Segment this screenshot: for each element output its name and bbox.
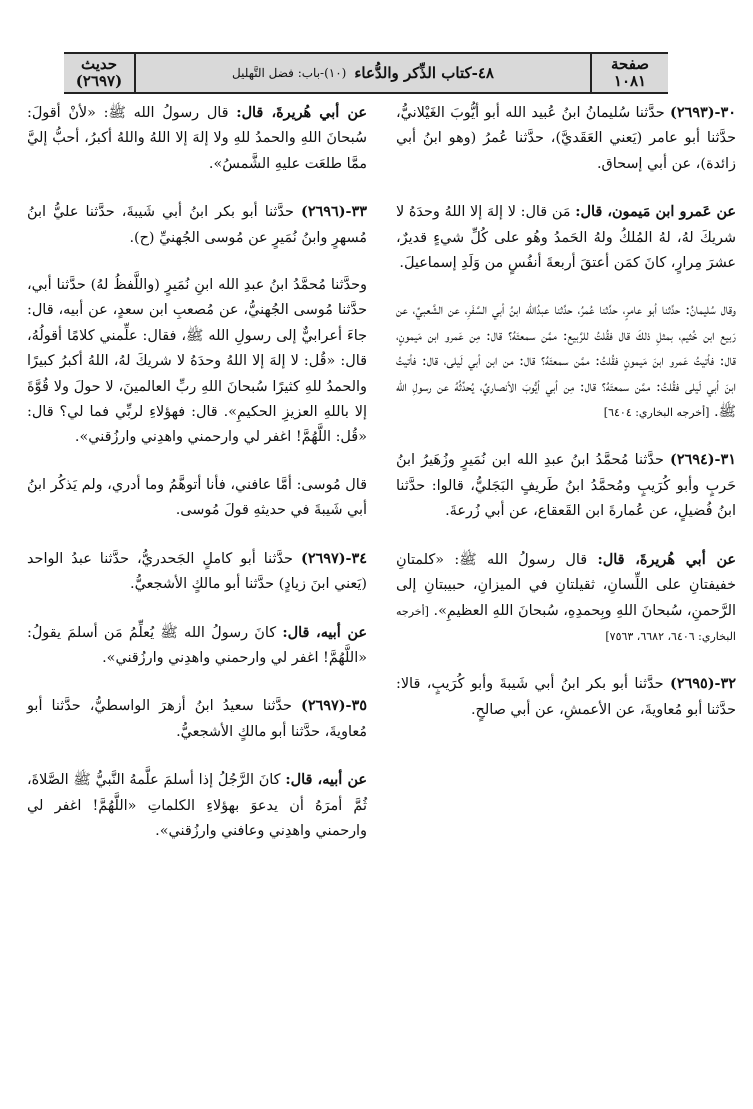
hadith-paragraph xyxy=(27,546,367,598)
paragraph-text: حدَّثنا سُليمانُ ابنُ عُبيد الله أبو أيُّوبَ الغَيْلانيُّ، حدَّثنا أبو عامر (يَعني العَقَديَّ)، حدَّثنا عُمرُ (وهو ابنُ أبي زائدة)، عن أبي إسحاق. xyxy=(396,105,736,172)
hadith-index: ٣٠-(٢٦٩٣) xyxy=(670,104,737,121)
hadith-paragraph xyxy=(27,620,367,672)
narrator-lead: عن أبيه، قال: xyxy=(282,623,367,641)
narrator-lead: عن عَمرو ابن مَيمون، قال: xyxy=(575,203,736,221)
left-column xyxy=(27,100,367,866)
paragraph-text: حدَّثنا أبو بكر ابنُ أبي شَيبةَ، حدَّثنا عليُّ ابنُ مُسهرٍ وابنُ نُمَيرٍ عن مُوسى الجُهنيِّ (ح). xyxy=(27,204,367,246)
running-title xyxy=(138,54,588,92)
paragraph-text: حدَّثنا أبو كاملٍ الجَحدريُّ، حدَّثنا عبدُ الواحد (يَعني ابنَ زيادٍ) حدَّثنا أبو مالكٍ الأشجعيُّ. xyxy=(27,550,367,593)
hadith-paragraph xyxy=(27,767,367,844)
paragraph-text: مَن قال: لا إلهَ إلا اللهُ وحدَهُ لا شريكَ لهُ، لهُ المُلكُ ولهُ الحَمدُ وهُو على كُلِّ شيءٍ قديرٌ، عشرَ مِرارٍ، كانَ كمَن أعتقَ أربعةَ أنفُسٍ من وَلَدِ إسماعيلَ. xyxy=(396,204,736,272)
page-number-box xyxy=(590,54,668,92)
hadith-index: ٣٥-(٢٦٩٧) xyxy=(301,697,367,715)
hadith-paragraph xyxy=(396,447,736,524)
chapter-title: (١٠)-باب: فضل التَّهليل xyxy=(232,66,347,80)
narrator-lead: عن أبيه، قال: xyxy=(285,771,367,789)
reference-note: [أخرجه البخاري: ٦٤٠٤] xyxy=(603,406,710,420)
hadith-paragraph xyxy=(396,671,736,723)
hadith-index: ٣٢-(٢٦٩٥) xyxy=(670,675,736,693)
hadith-index: ٣٤-(٢٦٩٧) xyxy=(301,549,368,567)
hadith-number-box xyxy=(64,54,136,92)
paragraph-text: وحدَّثنا مُحمَّدُ ابنُ عبدِ الله ابنِ نُمَيرٍ (واللَّفظُ لهُ) حدَّثنا أبي، حدَّثنا مُوسى الجُهنيُّ، عن مُصعبِ ابن سعدٍ، عن أبيه، قال: جاءَ أعرابيٌّ إلى رسولِ الله ﷺ، فقال: علِّمني كلامًا أقولُهُ، قال: «قُل: لا إلهَ إلا اللهُ وحدَهُ لا شريكَ لهُ، اللهُ أكبرُ كبيرًا والحمدُ للهِ كثيرًا سُبحانَ اللهِ ربِّ العالمينَ، لا حولَ ولا قُوَّةَ إلا باللهِ العزيزِ الحكيمِ». قال: فهؤلاءِ لربِّي فما لي؟ قال: «قُل: اللَّهُمَّ! اغفر لي وارحمني واهدِني وارزُقني». xyxy=(27,277,367,446)
paragraph-text: قال مُوسى: أمَّا عافني، فأنا أتوهَّمُ وما أدري، ولم يَذكُر ابنُ أبي شَيبةَ في حديثهِ قولَ مُوسى. xyxy=(27,476,367,519)
hadith-paragraph xyxy=(27,273,367,451)
right-column xyxy=(396,100,736,745)
hadith-paragraph xyxy=(27,473,367,524)
hadith-paragraph xyxy=(27,693,367,745)
paragraph-text: وقال سُليمانُ: حدَّثنا أبو عامرٍ، حدَّثنا عُمرُ، حدَّثنا عبدُالله ابنُ أبي السَّفَرِ، عن الشَّعبيِّ، عن رَبيع ابن خُثيم، بمثلِ ذلكَ قال فقُلتُ للرَّبيع: ممَّن سمعتَهُ؟ قال: مِن عَمرو ابن مَيمونٍ، قال: فأتيتُ عَمرو ابنَ مَيمونٍ فقُلتُ: ممَّن سمعتَهُ؟ قال: من ابن أبي لَيلى، قال: فأتيتُ ابنَ أبي لَيلى فقُلتُ: ممَّن سمعتَهُ؟ قال: مِن أبي أيُّوبَ الأنصاريِّ، يُحدِّثُهُ عن رسولِ الله ﷺ. xyxy=(396,302,736,421)
hadith-paragraph xyxy=(396,547,736,650)
hadith-index: ٣٣-(٢٦٩٦) xyxy=(301,203,367,221)
hadith-paragraph xyxy=(396,100,736,177)
page-label: صفحة xyxy=(610,55,650,73)
hadith-paragraph xyxy=(27,100,367,177)
paragraph-text: كانَ الرَّجُلُ إذا أسلمَ علَّمهُ النَّبيُّ ﷺ الصَّلاةَ، ثُمَّ أمرَهُ أن يدعوَ بهؤلاءِ الكلماتِ «اللَّهُمَّ! اغفر لي وارحمني واهدِني وعافني وارزُقني». xyxy=(27,772,367,839)
hadith-number: (٢٦٩٧) xyxy=(75,72,123,90)
paragraph-text: قال رسولُ الله ﷺ: «لأنْ أقولَ: سُبحانَ اللهِ والحمدُ للهِ ولا إلهَ إلا اللهُ واللهُ أكبرُ، أحبُّ إليَّ ممَّا طلعَت عليهِ الشَّمسُ». xyxy=(27,105,367,172)
hadith-paragraph xyxy=(27,199,367,251)
paragraph-text: كانَ رسولُ الله ﷺ يُعلِّمُ مَن أسلمَ يقولُ: «اللَّهُمَّ! اغفر لي وارحمني واهدِني وارزُقني». xyxy=(27,624,367,666)
paragraph-text: حدَّثنا سعيدُ ابنُ أزهرَ الواسطيُّ، حدَّثنا أبو مُعاويةَ، حدَّثنا أبو مالكٍ الأشجعيُّ. xyxy=(27,698,367,740)
paragraph-text: حدَّثنا أبو بكر ابنُ أبي شَيبةَ وأبو كُرَيبٍ، قالا: حدَّثنا أبو مُعاويةَ، عن الأعمشِ، عن أبي صالحٍ. xyxy=(396,676,736,718)
narrator-lead: عن أبي هُريرةَ، قال: xyxy=(597,550,737,568)
paragraph-text: قال رسولُ الله ﷺ: «كلمتانِ خفيفتانِ على اللِّسانِ، ثقيلتانِ في الميزانِ، حبيبتانِ إلى الرَّحمنِ، سُبحانَ اللهِ وبِحمدِهِ، سُبحانَ اللهِ العظيمِ». xyxy=(396,551,737,619)
hadith-index: ٣١-(٢٦٩٤) xyxy=(670,451,736,469)
hadith-paragraph xyxy=(396,199,736,276)
page-number: ١٠٨١ xyxy=(613,72,647,90)
book-title: ٤٨-كتاب الذِّكر والدُّعاء xyxy=(354,64,494,82)
reference-note: [أخرجه البخاري: ٦٤٠٦، ٦٦٨٢، ٧٥٦٣] xyxy=(396,604,736,643)
hadith-label: حديث xyxy=(80,55,118,73)
narrator-lead: عن أبي هُريرةَ، قال: xyxy=(236,104,367,121)
page-header xyxy=(64,52,668,94)
hadith-paragraph xyxy=(396,298,736,425)
paragraph-text: حدَّثنا مُحمَّدُ ابنُ عبدِ الله ابن نُمَيرٍ وزُهَيرُ ابنُ حَربٍ وأبو كُرَيبٍ ومُحمَّدُ ابنُ طَريفٍ البَجَليُّ، قالوا: حدَّثنا ابنُ فُضيلٍ، عن عُمارةَ ابن القَعقاع، عن أبي زُرعةَ. xyxy=(396,452,736,520)
